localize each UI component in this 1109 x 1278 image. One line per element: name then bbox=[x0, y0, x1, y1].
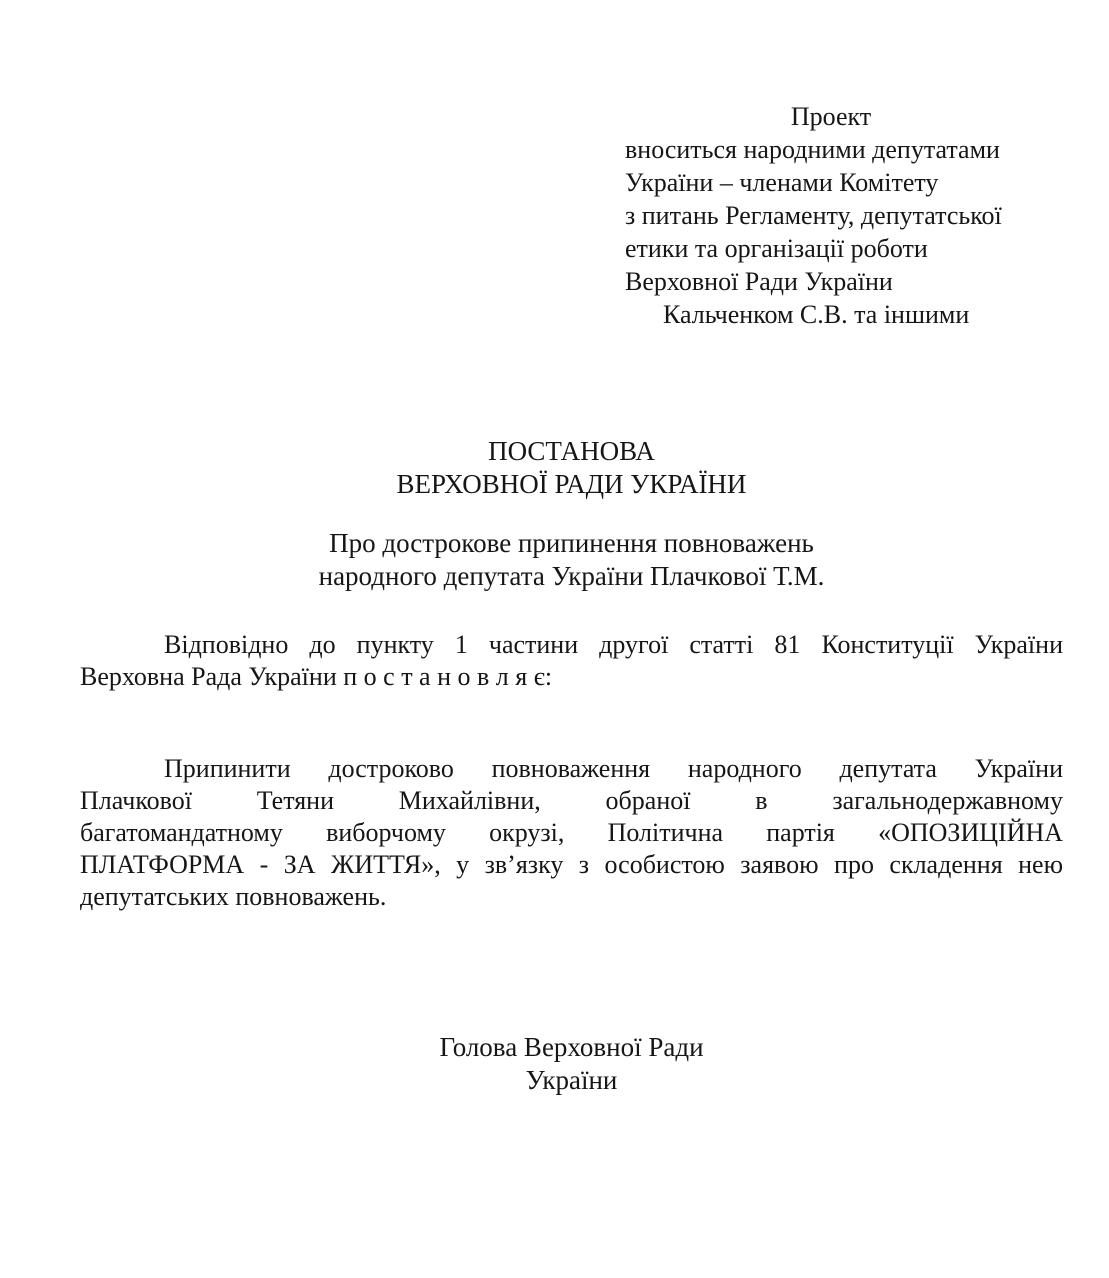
signature-block bbox=[80, 1031, 1063, 1097]
draft-note-block bbox=[625, 100, 1037, 331]
subject-line: Про дострокове припинення повноважень bbox=[329, 528, 814, 558]
draft-note-line: з питань Регламенту, депутатської bbox=[625, 201, 1002, 230]
body-line: депутатських повноважень. bbox=[80, 882, 387, 911]
preamble-paragraph bbox=[80, 629, 1063, 693]
signature-title-line: України bbox=[525, 1065, 618, 1095]
preamble-line: Верховна Рада України п о с т а н о в л я є: bbox=[80, 662, 553, 691]
document-title-line: ВЕРХОВНОЇ РАДИ УКРАЇНИ bbox=[396, 469, 747, 499]
document-title-line: ПОСТАНОВА bbox=[488, 436, 655, 466]
body-line: ПЛАТФОРМА - ЗА ЖИТТЯ», у зв’язку з особистою заявою про складення нею bbox=[80, 850, 1063, 879]
subject-line: народного депутата України Плачкової Т.М. bbox=[318, 561, 825, 591]
body-line: Плачкової Тетяни Михайлівни, обраної в загальнодержавному bbox=[80, 786, 1063, 815]
resolution-body-paragraph bbox=[80, 753, 1063, 913]
draft-note-authors: Кальченком С.В. та іншими bbox=[663, 300, 970, 329]
document-title bbox=[80, 435, 1063, 501]
body-line: Припинити достроково повноваження народного депутата України bbox=[164, 754, 1063, 783]
draft-label: Проект bbox=[790, 102, 872, 131]
draft-note-line: Верховної Ради України bbox=[625, 267, 893, 296]
preamble-line: Відповідно до пункту 1 частини другої статті 81 Конституції України bbox=[164, 630, 1063, 659]
signature-title-line: Голова Верховної Ради bbox=[439, 1032, 704, 1062]
draft-note-line: вноситься народними депутатами bbox=[625, 135, 1000, 164]
body-line: багатомандатному виборчому окрузі, Політична партія «ОПОЗИЦІЙНА bbox=[80, 818, 1063, 847]
draft-note-line: України – членами Комітету bbox=[625, 168, 939, 197]
subject-heading bbox=[80, 527, 1063, 593]
draft-note-line: етики та організації роботи bbox=[625, 234, 928, 263]
